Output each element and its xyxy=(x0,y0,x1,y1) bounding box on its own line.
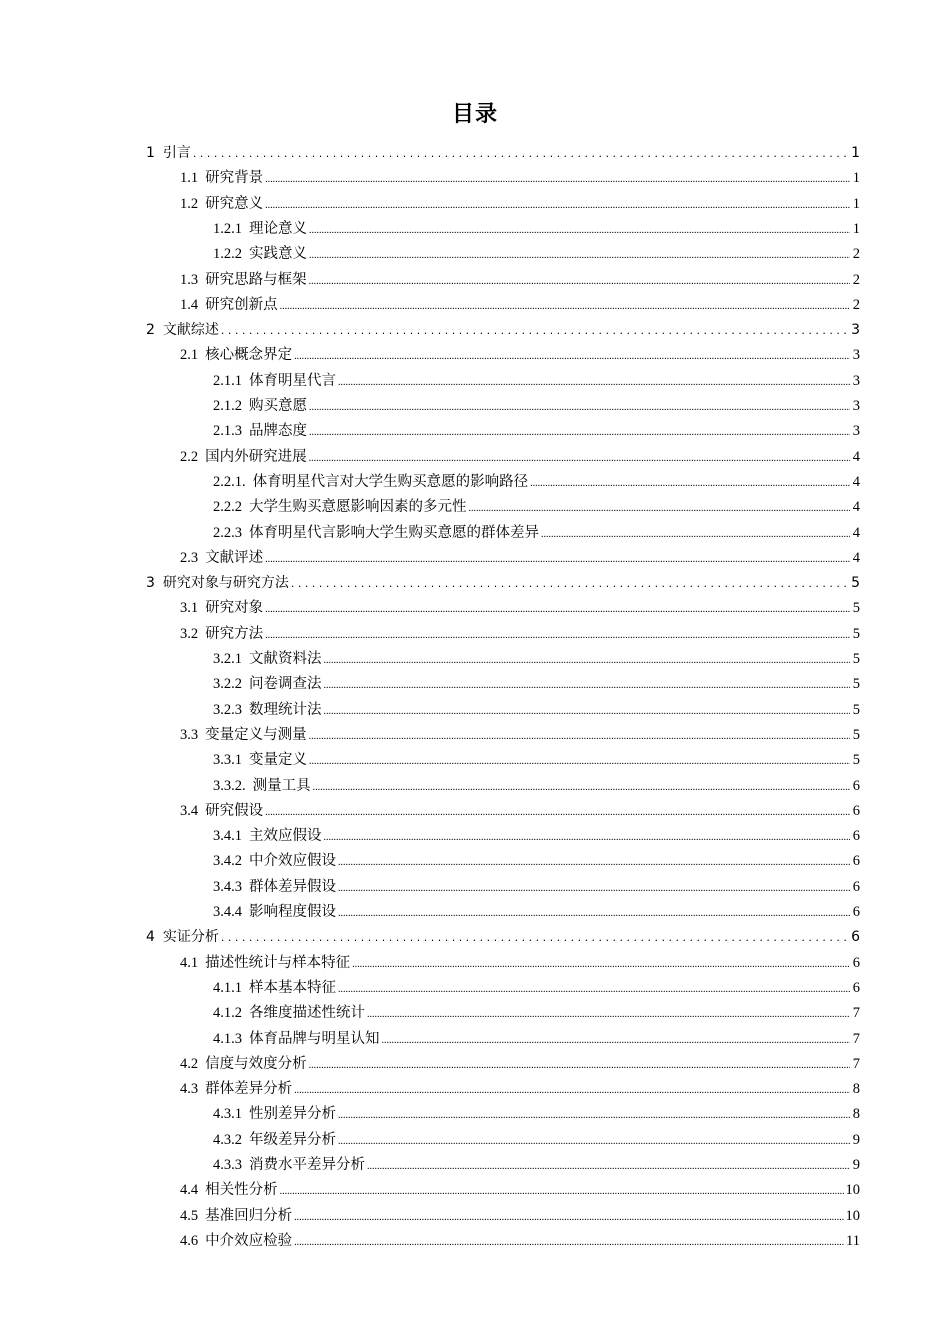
toc-entry-page-number: 5 xyxy=(852,600,860,617)
toc-entry-label xyxy=(180,268,307,293)
toc-entry-label xyxy=(213,419,307,444)
toc-entry-text: 研究方法 xyxy=(205,625,264,642)
toc-entry[interactable] xyxy=(180,293,860,318)
toc-entry-page-number: 7 xyxy=(852,1005,860,1022)
toc-entry-page-number: 6 xyxy=(851,929,860,946)
toc-dot-leader xyxy=(338,369,850,395)
toc-entry-text: 研究假设 xyxy=(205,802,264,819)
toc-entry-label xyxy=(180,799,263,824)
toc-dot-leader xyxy=(280,1178,844,1204)
toc-entry-page-number: 4 xyxy=(852,448,860,465)
toc-entry[interactable] xyxy=(180,1077,860,1102)
toc-entry-text: 性别差异分析 xyxy=(249,1106,336,1123)
toc-entry[interactable] xyxy=(213,369,860,394)
toc-entry[interactable] xyxy=(180,192,860,217)
toc-entry-number: 4.3.2 xyxy=(213,1131,242,1148)
toc-entry[interactable] xyxy=(180,166,860,191)
toc-entry-number: 4.4 xyxy=(180,1182,199,1199)
toc-entry-page-number: 8 xyxy=(852,1081,860,1098)
toc-entry-page-number: 6 xyxy=(852,904,860,920)
toc-entry-text: 文献评述 xyxy=(205,549,264,566)
toc-entry[interactable] xyxy=(146,571,860,596)
toc-entry-number: 3.2.1 xyxy=(213,651,242,667)
toc-entry-number: 1.3 xyxy=(180,271,199,288)
toc-entry[interactable] xyxy=(180,723,860,748)
toc-entry[interactable] xyxy=(213,900,860,925)
toc-dot-leader xyxy=(291,571,849,596)
toc-entry-page-number: 10 xyxy=(845,1182,860,1199)
toc-entry-number: 4.3.3 xyxy=(213,1157,242,1173)
toc-entry-label xyxy=(180,596,263,621)
toc-entry-text: 中介效应检验 xyxy=(205,1232,293,1249)
toc-entry-number: 3.2.2 xyxy=(213,676,242,693)
toc-dot-leader xyxy=(338,1128,850,1154)
toc-entry[interactable] xyxy=(213,495,860,520)
toc-entry[interactable] xyxy=(180,1052,860,1077)
toc-entry-label xyxy=(146,925,219,950)
toc-entry-number: 2.3 xyxy=(180,549,199,566)
toc-entry[interactable] xyxy=(213,748,860,773)
toc-entry-text: 研究思路与框架 xyxy=(205,271,307,288)
toc-entry[interactable] xyxy=(146,925,860,950)
toc-entry-label xyxy=(180,723,307,748)
toc-entry[interactable] xyxy=(180,1229,860,1254)
toc-entry-page-number: 5 xyxy=(852,752,860,769)
toc-entry-text: 群体差异分析 xyxy=(205,1081,293,1098)
toc-dot-leader xyxy=(469,495,851,521)
toc-dot-leader xyxy=(309,394,850,420)
toc-entry-label xyxy=(180,192,263,217)
toc-dot-leader xyxy=(294,1204,843,1230)
toc-entry-label xyxy=(180,166,263,191)
toc-entry-label xyxy=(213,394,307,419)
toc-entry-page-number: 9 xyxy=(852,1131,860,1148)
toc-entry[interactable] xyxy=(213,1102,860,1127)
toc-entry-label xyxy=(180,1178,278,1203)
toc-entry-text: 测量工具 xyxy=(252,777,311,794)
toc-entry-text: 数理统计法 xyxy=(249,701,322,718)
toc-entry[interactable] xyxy=(213,394,860,419)
toc-entry-page-number: 5 xyxy=(852,701,860,718)
toc-entry[interactable] xyxy=(213,242,860,267)
toc-dot-leader xyxy=(265,166,850,192)
toc-entry-number: 3.4.1 xyxy=(213,828,242,845)
toc-entry[interactable] xyxy=(213,774,860,799)
toc-entry[interactable] xyxy=(180,343,860,368)
toc-dot-leader xyxy=(313,774,850,800)
toc-entry-page-number: 3 xyxy=(852,372,860,389)
toc-entry-number: 4.1 xyxy=(180,954,199,971)
toc-entry-number: 2.1.2 xyxy=(213,398,242,414)
toc-entry-number: 4 xyxy=(146,929,155,946)
toc-entry-text: 研究对象与研究方法 xyxy=(162,575,289,592)
toc-entry-number: 3.4.4 xyxy=(213,904,242,920)
toc-entry-label xyxy=(213,900,336,925)
toc-entry-number: 2.1.1 xyxy=(213,372,242,389)
toc-entry-label xyxy=(213,495,467,520)
toc-entry-page-number: 3 xyxy=(851,322,860,339)
toc-entry-label xyxy=(213,875,336,900)
toc-entry-page-number: 5 xyxy=(852,651,860,667)
toc-entry-label xyxy=(180,293,278,318)
toc-entry-label xyxy=(180,1229,292,1254)
toc-dot-leader xyxy=(309,242,850,268)
toc-dot-leader xyxy=(265,596,850,622)
toc-entry-text: 体育品牌与明星认知 xyxy=(249,1030,380,1047)
toc-entry-text: 信度与效度分析 xyxy=(205,1055,307,1072)
toc-entry-number: 2.1.3 xyxy=(213,423,242,440)
toc-entry-page-number: 1 xyxy=(852,195,860,212)
page-title: 目录 xyxy=(451,102,498,127)
toc-dot-leader xyxy=(221,318,849,343)
toc-entry-number: 4.5 xyxy=(180,1207,199,1224)
toc-entry-text: 描述性统计与样本特征 xyxy=(205,954,351,971)
toc-entry-page-number: 1 xyxy=(851,145,860,161)
toc-entry-number: 4.1.2 xyxy=(213,1005,242,1022)
toc-entry-text: 变量定义与测量 xyxy=(205,726,307,743)
toc-entry-number: 2.2.1. xyxy=(213,473,246,490)
toc-entry-text: 体育明星代言对大学生购买意愿的影响路径 xyxy=(252,473,529,490)
toc-dot-leader xyxy=(338,875,850,901)
toc-entry-number: 3.4.3 xyxy=(213,878,242,895)
toc-entry-label xyxy=(213,849,336,874)
toc-entry-text: 群体差异假设 xyxy=(249,878,336,895)
toc-entry-text: 基准回归分析 xyxy=(205,1207,293,1224)
toc-entry-page-number: 5 xyxy=(852,676,860,693)
toc-entry-number: 4.1.1 xyxy=(213,979,242,996)
toc-entry-text: 文献综述 xyxy=(162,322,219,339)
toc-entry-page-number: 4 xyxy=(852,473,860,490)
toc-entry-number: 2.2 xyxy=(180,448,199,465)
toc-entry-label xyxy=(180,1204,292,1229)
toc-dot-leader xyxy=(338,1102,850,1128)
toc-entry-number: 4.3 xyxy=(180,1081,199,1098)
toc-entry-page-number: 10 xyxy=(845,1207,860,1224)
toc-entry-number: 1.2 xyxy=(180,195,199,212)
toc-entry-label xyxy=(213,1102,336,1127)
toc-dot-leader xyxy=(338,849,850,875)
toc-entry-page-number: 6 xyxy=(852,878,860,895)
toc-dot-leader xyxy=(265,622,850,648)
toc-entry-text: 引言 xyxy=(162,145,191,161)
toc-entry-label xyxy=(180,1077,292,1102)
toc-entry[interactable] xyxy=(213,647,860,672)
toc-entry[interactable] xyxy=(213,849,860,874)
toc-entry-page-number: 5 xyxy=(852,625,860,642)
toc-entry-page-number: 2 xyxy=(852,296,860,313)
toc-dot-leader xyxy=(309,419,850,445)
toc-entry-label xyxy=(180,951,350,976)
toc-entry-label xyxy=(213,647,322,672)
toc-entry[interactable] xyxy=(146,141,860,166)
toc-entry[interactable] xyxy=(213,1128,860,1153)
toc-entry-text: 影响程度假设 xyxy=(249,904,336,920)
toc-entry-page-number: 8 xyxy=(852,1106,860,1123)
toc-entry[interactable] xyxy=(213,419,860,444)
toc-entry-label xyxy=(213,521,539,546)
toc-entry-page-number: 6 xyxy=(852,853,860,870)
toc-dot-leader xyxy=(265,546,850,572)
toc-entry[interactable] xyxy=(180,799,860,824)
toc-entry[interactable] xyxy=(213,698,860,723)
toc-entry-page-number: 4 xyxy=(852,499,860,516)
toc-entry-text: 各维度描述性统计 xyxy=(249,1005,365,1022)
toc-dot-leader xyxy=(352,951,850,977)
toc-entry-number: 3.4 xyxy=(180,802,199,819)
toc-entry-number: 3.3.2. xyxy=(213,777,246,794)
toc-entry-label xyxy=(213,369,336,394)
toc-entry-number: 4.2 xyxy=(180,1055,199,1072)
toc-dot-leader xyxy=(294,1229,844,1255)
toc-entry-text: 品牌态度 xyxy=(249,423,307,440)
toc-entry-number: 3 xyxy=(146,575,155,592)
toc-entry-page-number: 9 xyxy=(852,1157,860,1173)
toc-entry[interactable] xyxy=(213,976,860,1001)
toc-entry[interactable] xyxy=(213,1001,860,1026)
toc-entry-page-number: 6 xyxy=(852,802,860,819)
toc-dot-leader xyxy=(280,293,850,319)
toc-entry-page-number: 1 xyxy=(852,220,860,237)
toc-entry-page-number: 2 xyxy=(852,271,860,288)
toc-entry[interactable] xyxy=(213,470,860,495)
toc-entry-label xyxy=(213,976,336,1001)
toc-entry[interactable] xyxy=(180,951,860,976)
toc-entry-text: 研究创新点 xyxy=(205,296,278,313)
toc-dot-leader xyxy=(221,925,849,950)
toc-dot-leader xyxy=(294,1077,850,1103)
toc-entry-text: 中介效应假设 xyxy=(249,853,336,870)
toc-entry-number: 3.1 xyxy=(180,600,199,617)
toc-entry-number: 3.3.1 xyxy=(213,752,242,769)
toc-entry-label xyxy=(213,698,322,723)
toc-entry-number: 2.1 xyxy=(180,347,199,364)
toc-entry-text: 核心概念界定 xyxy=(205,347,293,364)
toc-entry-label xyxy=(146,318,219,343)
toc-entry-page-number: 2 xyxy=(852,246,860,263)
toc-entry-label xyxy=(146,141,191,166)
toc-entry-number: 1.2.2 xyxy=(213,246,242,263)
toc-entry-page-number: 6 xyxy=(852,828,860,845)
toc-entry-page-number: 3 xyxy=(852,423,860,440)
toc-entry[interactable] xyxy=(213,521,860,546)
toc-entry-text: 研究意义 xyxy=(205,195,264,212)
toc-entry-page-number: 5 xyxy=(852,726,860,743)
toc-entry-label xyxy=(213,1153,365,1178)
toc-entry[interactable] xyxy=(213,824,860,849)
toc-entry-page-number: 5 xyxy=(851,575,860,592)
toc-entry-number: 4.3.1 xyxy=(213,1106,242,1123)
toc-entry-number: 2.2.3 xyxy=(213,524,242,541)
toc-dot-leader xyxy=(324,672,851,698)
toc-entry-number: 3.3 xyxy=(180,726,199,743)
toc-dot-leader xyxy=(309,445,850,471)
toc-entry-label xyxy=(180,546,263,571)
toc-entry[interactable] xyxy=(180,268,860,293)
toc-entry-label xyxy=(213,1001,365,1026)
toc-entry-page-number: 1 xyxy=(852,170,860,187)
toc-entry-text: 实证分析 xyxy=(162,929,219,946)
toc-entry[interactable] xyxy=(180,622,860,647)
toc-entry-page-number: 6 xyxy=(852,979,860,996)
toc-dot-leader xyxy=(338,900,850,926)
toc-entry-text: 理论意义 xyxy=(249,220,307,237)
toc-entry-number: 1 xyxy=(146,145,155,161)
toc-entry-label xyxy=(213,1027,380,1052)
toc-entry-text: 大学生购买意愿影响因素的多元性 xyxy=(249,499,467,516)
toc-entry-text: 实践意义 xyxy=(249,246,307,263)
toc-entry-text: 体育明星代言影响大学生购买意愿的群体差异 xyxy=(249,524,539,541)
toc-entry-label xyxy=(213,774,311,799)
toc-entry-page-number: 6 xyxy=(852,954,860,971)
toc-entry-text: 问卷调查法 xyxy=(249,676,322,693)
toc-entry-text: 国内外研究进展 xyxy=(205,448,307,465)
toc-entry-number: 2.2.2 xyxy=(213,499,242,516)
toc-entry-text: 消费水平差异分析 xyxy=(249,1157,365,1173)
toc-entry-label xyxy=(213,672,322,697)
toc-entry-text: 变量定义 xyxy=(249,752,307,769)
toc-entry-text: 相关性分析 xyxy=(205,1182,278,1199)
toc-entry[interactable] xyxy=(213,672,860,697)
toc-entry-number: 4.1.3 xyxy=(213,1030,242,1047)
toc-entry-page-number: 4 xyxy=(852,549,860,566)
toc-dot-leader xyxy=(367,1153,850,1179)
toc-entry-label xyxy=(146,571,289,596)
toc-entry-label xyxy=(213,217,307,242)
toc-dot-leader xyxy=(294,343,850,369)
toc-entry[interactable] xyxy=(213,217,860,242)
toc-entry-text: 样本基本特征 xyxy=(249,979,336,996)
toc-dot-leader xyxy=(309,723,850,749)
toc-entry[interactable] xyxy=(180,596,860,621)
toc-entry-label xyxy=(213,470,528,495)
toc-entry-page-number: 3 xyxy=(852,398,860,414)
toc-entry-page-number: 3 xyxy=(852,347,860,364)
toc-dot-leader xyxy=(324,647,851,673)
toc-dot-leader xyxy=(309,748,850,774)
toc-dot-leader xyxy=(382,1027,851,1053)
toc-entry-number: 3.2 xyxy=(180,625,199,642)
toc-entry-label xyxy=(213,748,307,773)
toc-entry-label xyxy=(180,445,307,470)
toc-entry-label xyxy=(213,1128,336,1153)
toc-entry-text: 年级差异分析 xyxy=(249,1131,336,1148)
toc-entry-number: 2 xyxy=(146,322,155,339)
toc-entry[interactable] xyxy=(213,875,860,900)
toc-dot-leader xyxy=(309,268,850,294)
toc-entry[interactable] xyxy=(146,318,860,343)
toc-entry-text: 研究背景 xyxy=(205,170,264,187)
toc-entry-text: 主效应假设 xyxy=(249,828,322,845)
toc-entry-text: 购买意愿 xyxy=(249,398,307,414)
toc-dot-leader xyxy=(265,799,850,825)
toc-entry-number: 1.2.1 xyxy=(213,220,242,237)
toc-entry[interactable] xyxy=(180,445,860,470)
toc-entry-text: 文献资料法 xyxy=(249,651,322,667)
toc-entry[interactable] xyxy=(213,1027,860,1052)
toc-entry-page-number: 11 xyxy=(846,1232,860,1249)
toc-dot-leader xyxy=(265,192,850,218)
toc-dot-leader xyxy=(541,521,850,547)
toc-entry-page-number: 7 xyxy=(852,1030,860,1047)
toc-entry-text: 体育明星代言 xyxy=(249,372,336,389)
toc-entry[interactable] xyxy=(180,1178,860,1203)
toc-entry-number: 4.6 xyxy=(180,1232,199,1249)
toc-entry-number: 1.4 xyxy=(180,296,199,313)
toc-dot-leader xyxy=(324,824,851,850)
toc-entry-number: 3.4.2 xyxy=(213,853,242,870)
toc-entry-label xyxy=(180,343,292,368)
toc-dot-leader xyxy=(530,470,850,496)
toc-entry-page-number: 7 xyxy=(852,1055,860,1072)
toc-entry[interactable] xyxy=(213,1153,860,1178)
toc-entry-page-number: 4 xyxy=(852,524,860,541)
toc-entry-label xyxy=(213,824,322,849)
toc-dot-leader xyxy=(324,698,851,724)
toc-dot-leader xyxy=(193,141,849,166)
toc-entry-label xyxy=(180,622,263,647)
toc-entry[interactable] xyxy=(180,546,860,571)
toc-entry-label xyxy=(213,242,307,267)
toc-entry-number: 3.2.3 xyxy=(213,701,242,718)
toc-dot-leader xyxy=(309,1052,850,1078)
toc-entry-number: 1.1 xyxy=(180,170,199,187)
toc-entry-text: 研究对象 xyxy=(205,600,264,617)
toc-dot-leader xyxy=(338,976,850,1002)
toc-dot-leader xyxy=(367,1001,850,1027)
toc-entry[interactable] xyxy=(180,1204,860,1229)
toc-dot-leader xyxy=(309,217,850,243)
toc-entry-label xyxy=(180,1052,307,1077)
toc-entry-page-number: 6 xyxy=(852,777,860,794)
